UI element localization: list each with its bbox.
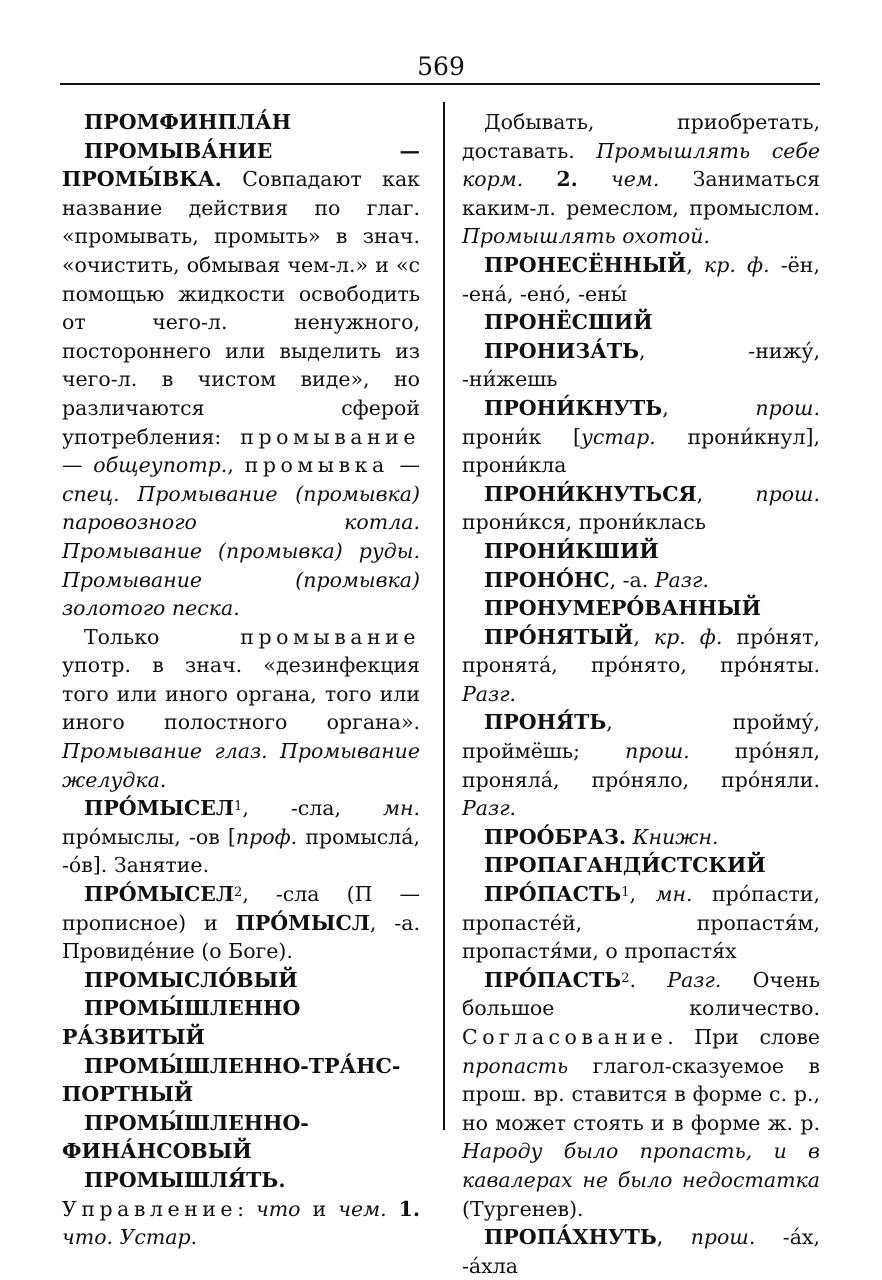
- entry-text: , -нижу́, -ни́жешь: [462, 338, 820, 392]
- entry-headword: ПРОНИ́КНУТЬСЯ: [484, 481, 697, 506]
- dictionary-entry: [462, 623, 820, 709]
- entry-text: Согласование: [462, 1025, 668, 1049]
- dictionary-entry: [62, 966, 420, 995]
- entry-text: -ён, -ена́, -ено́, -ены́: [462, 252, 820, 306]
- entry-text: кр. ф.: [653, 624, 723, 649]
- entry-text: что. Устар.: [62, 1225, 198, 1250]
- entry-headword: ПРОНО́НС: [484, 567, 610, 592]
- entry-text: Промышлять себе корм.: [462, 138, 820, 192]
- dictionary-entry: [62, 994, 420, 1051]
- entry-text: прош.: [625, 739, 690, 764]
- entry-text: Промышлять охотой.: [462, 224, 710, 249]
- entry-text: устар.: [581, 424, 656, 449]
- dictionary-entry: [462, 1223, 820, 1280]
- entry-text: Очень большое количество.: [462, 967, 820, 1021]
- entry-headword: ПРО́НЯТЫЙ: [484, 624, 634, 649]
- entry-text: 1: [234, 799, 243, 815]
- entry-text: ,: [696, 481, 756, 506]
- dictionary-entry: [462, 337, 820, 394]
- entry-text: Разг.: [667, 967, 722, 992]
- entry-text: . При слове: [667, 1025, 820, 1049]
- entry-text: проф.: [235, 824, 298, 849]
- entry-text: ,: [686, 252, 704, 277]
- dictionary-entry: [462, 537, 820, 566]
- entry-text: ,: [656, 1225, 691, 1250]
- dictionary-entry: [62, 1166, 420, 1252]
- entry-text: ,: [227, 453, 245, 478]
- entry-text: Добывать, приобретать, доставать.: [462, 110, 820, 163]
- entry-text: Разг.: [462, 681, 517, 706]
- entry-headword: ПРОПА́ХНУТЬ: [484, 1225, 657, 1250]
- entry-text: Только: [84, 624, 241, 649]
- entry-text: прош.: [755, 481, 820, 506]
- entry-text: —: [388, 453, 420, 478]
- entry-text: [387, 1197, 399, 1221]
- entry-text: промысла́, -о́в]. Занятие.: [62, 824, 420, 878]
- entry-text: [578, 167, 611, 191]
- dictionary-entry: [462, 566, 820, 595]
- entry-text: , -сла,: [242, 796, 383, 821]
- entry-headword: ПРО́МЫСЕЛ: [84, 882, 235, 907]
- entry-text: Книжн.: [632, 824, 719, 849]
- entry-text: Совпадают как название действия по глаг. «промывать, промыть» в знач. «очистить, обмывая чем-л.» и «с помощью жидкости освободить от чего-л. ненужного, постороннего или выделить из чего-л. в чистом виде», но различаются сферой употребления:: [62, 167, 420, 449]
- entry-text: .: [629, 967, 668, 992]
- entry-text: Управление: [62, 1196, 238, 1221]
- entry-headword: ПРОМЫ́ШЛЕННО-ТРА́НСПОРТНЫЙ: [62, 1053, 401, 1107]
- entry-text: про́нят, пронята́, про́нято, про́няты.: [462, 624, 820, 678]
- entry-text: , -а.: [609, 567, 655, 592]
- entry-text: ,: [633, 624, 654, 649]
- entry-text: прош.: [755, 395, 820, 420]
- entry-headword: ПРО́МЫСЛ: [235, 910, 370, 935]
- dictionary-entry: [462, 966, 820, 1223]
- entry-text: 2: [621, 970, 630, 986]
- entry-text: —: [62, 453, 94, 478]
- dictionary-entry: [462, 308, 820, 337]
- entry-text: пропасть: [462, 1053, 569, 1078]
- entry-text: ,: [662, 395, 756, 420]
- dictionary-entry: [462, 108, 820, 251]
- entry-text: что: [255, 1196, 301, 1221]
- entry-text: прош.: [690, 1225, 756, 1250]
- entry-headword: ПРОНИ́КНУТЬ: [484, 395, 663, 420]
- column-divider: [443, 102, 445, 1130]
- entry-text: кр. ф.: [703, 252, 770, 277]
- entry-headword: ПРОМЫ́ШЛЕННО-ФИНА́НСОВЫЙ: [62, 1110, 309, 1164]
- dictionary-entry: [462, 480, 820, 537]
- dictionary-entry: [62, 108, 420, 137]
- entry-headword: ПРОО́БРАЗ.: [484, 824, 627, 849]
- dictionary-entry: [62, 623, 420, 795]
- entry-text: 2: [234, 885, 243, 901]
- entry-text: спец. Промывание (промывка) паровозного котла. Промывание (промывка) руды. Промывание (промывка) золотого песка.: [62, 481, 420, 621]
- entry-text: промывание: [240, 624, 420, 649]
- entry-text: :: [237, 1196, 256, 1221]
- entry-text: мн.: [655, 882, 693, 907]
- entry-text: прони́кся, прони́клась: [462, 510, 706, 535]
- entry-headword: ПРОМЫВА́НИЕ — ПРОМЫ́ВКА.: [62, 138, 420, 192]
- entry-text: , -а. Провиде́ние (о Боге).: [62, 910, 420, 964]
- entry-text: 1: [621, 885, 630, 901]
- dictionary-entry: [462, 251, 820, 308]
- entry-headword: ПРОНЕСЁННЫЙ: [484, 252, 687, 277]
- entry-text: прони́кнул], прони́кла: [462, 424, 820, 478]
- entry-headword: ПРОНИЗА́ТЬ: [484, 338, 640, 363]
- entry-text: прони́к [: [462, 424, 582, 449]
- entry-text: (Тургенев).: [462, 1196, 584, 1221]
- entry-headword: ПРОНЁСШИЙ: [484, 310, 653, 335]
- entry-text: ,: [629, 882, 656, 907]
- entry-text: промывание: [240, 424, 420, 449]
- entry-headword: ПРОМЫ́ШЛЕННО РА́ЗВИТЫЙ: [62, 996, 301, 1049]
- entry-text: Заниматься каким-л. ремеслом, промыслом.: [462, 167, 820, 220]
- entry-text: промывка: [244, 453, 389, 478]
- entry-text: , пройму́, проймёшь;: [462, 710, 820, 764]
- entry-text: про́мыслы, -ов [: [62, 824, 236, 849]
- entry-headword: 1.: [398, 1196, 420, 1221]
- dictionary-entry: [462, 851, 820, 880]
- dictionary-entry: [62, 1109, 420, 1166]
- entry-text: , -сла (П — прописное) и: [62, 882, 420, 935]
- entry-headword: ПРОНЯ́ТЬ: [484, 710, 607, 735]
- dictionary-entry: [462, 823, 820, 852]
- entry-headword: ПРОНИ́КШИЙ: [484, 538, 659, 563]
- entry-text: глагол-сказуемое в прош. вр. ставится в форме с. р., но может стоять и в форме ж. р.: [462, 1053, 820, 1135]
- entry-text: про́пасти, пропасте́й, пропастя́м, пропастя́ми, о пропастя́х: [462, 882, 820, 964]
- dictionary-entry: [462, 394, 820, 480]
- dictionary-entry: [62, 794, 420, 880]
- dictionary-entry: [62, 1052, 420, 1109]
- entry-headword: ПРОПАГАНДИ́СТСКИЙ: [484, 853, 766, 878]
- entry-headword: ПРОМФИНПЛА́Н: [84, 110, 292, 134]
- entry-text: общеупотр.: [93, 453, 228, 478]
- entry-text: про́нял, проняла́, про́няло, про́няли.: [462, 739, 820, 792]
- page-number: 569: [417, 52, 465, 81]
- entry-headword: ПРО́ПАСТЬ: [484, 882, 622, 907]
- dictionary-entry: [62, 137, 420, 623]
- entry-text: -а́х, -а́хла: [462, 1225, 820, 1278]
- dictionary-entry: [462, 708, 820, 822]
- entry-text: Народу было пропасть, и в кавалерах не было недостатка: [462, 1139, 820, 1192]
- entry-headword: ПРОМЫСЛО́ВЫЙ: [84, 967, 298, 992]
- entry-text: чем.: [338, 1196, 387, 1221]
- entry-headword: ПРО́ПАСТЬ: [484, 967, 622, 992]
- entry-text: Разг.: [654, 567, 709, 592]
- entry-text: чем.: [611, 167, 660, 192]
- dictionary-entry: [462, 594, 820, 623]
- entry-headword: ПРО́МЫСЕЛ: [84, 796, 235, 821]
- entry-text: Разг.: [462, 796, 517, 821]
- entry-text: мн.: [382, 796, 420, 821]
- entry-headword: ПРОНУМЕРО́ВАННЫЙ: [484, 596, 761, 621]
- entry-text: употр. в знач. «дезинфекция того или иного органа, того или иного полостного органа».: [62, 653, 420, 735]
- left-column: [62, 108, 420, 1252]
- entry-text: Промывание глаз. Промывание желудка.: [62, 739, 420, 792]
- dictionary-entry: [62, 880, 420, 966]
- header-rule: [60, 83, 820, 85]
- entry-headword: ПРОМЫШЛЯ́ТЬ.: [84, 1167, 286, 1192]
- entry-text: [523, 167, 556, 191]
- right-column: [462, 108, 820, 1280]
- entry-text: и: [300, 1196, 339, 1221]
- entry-headword: 2.: [556, 167, 578, 192]
- dictionary-entry: [462, 880, 820, 966]
